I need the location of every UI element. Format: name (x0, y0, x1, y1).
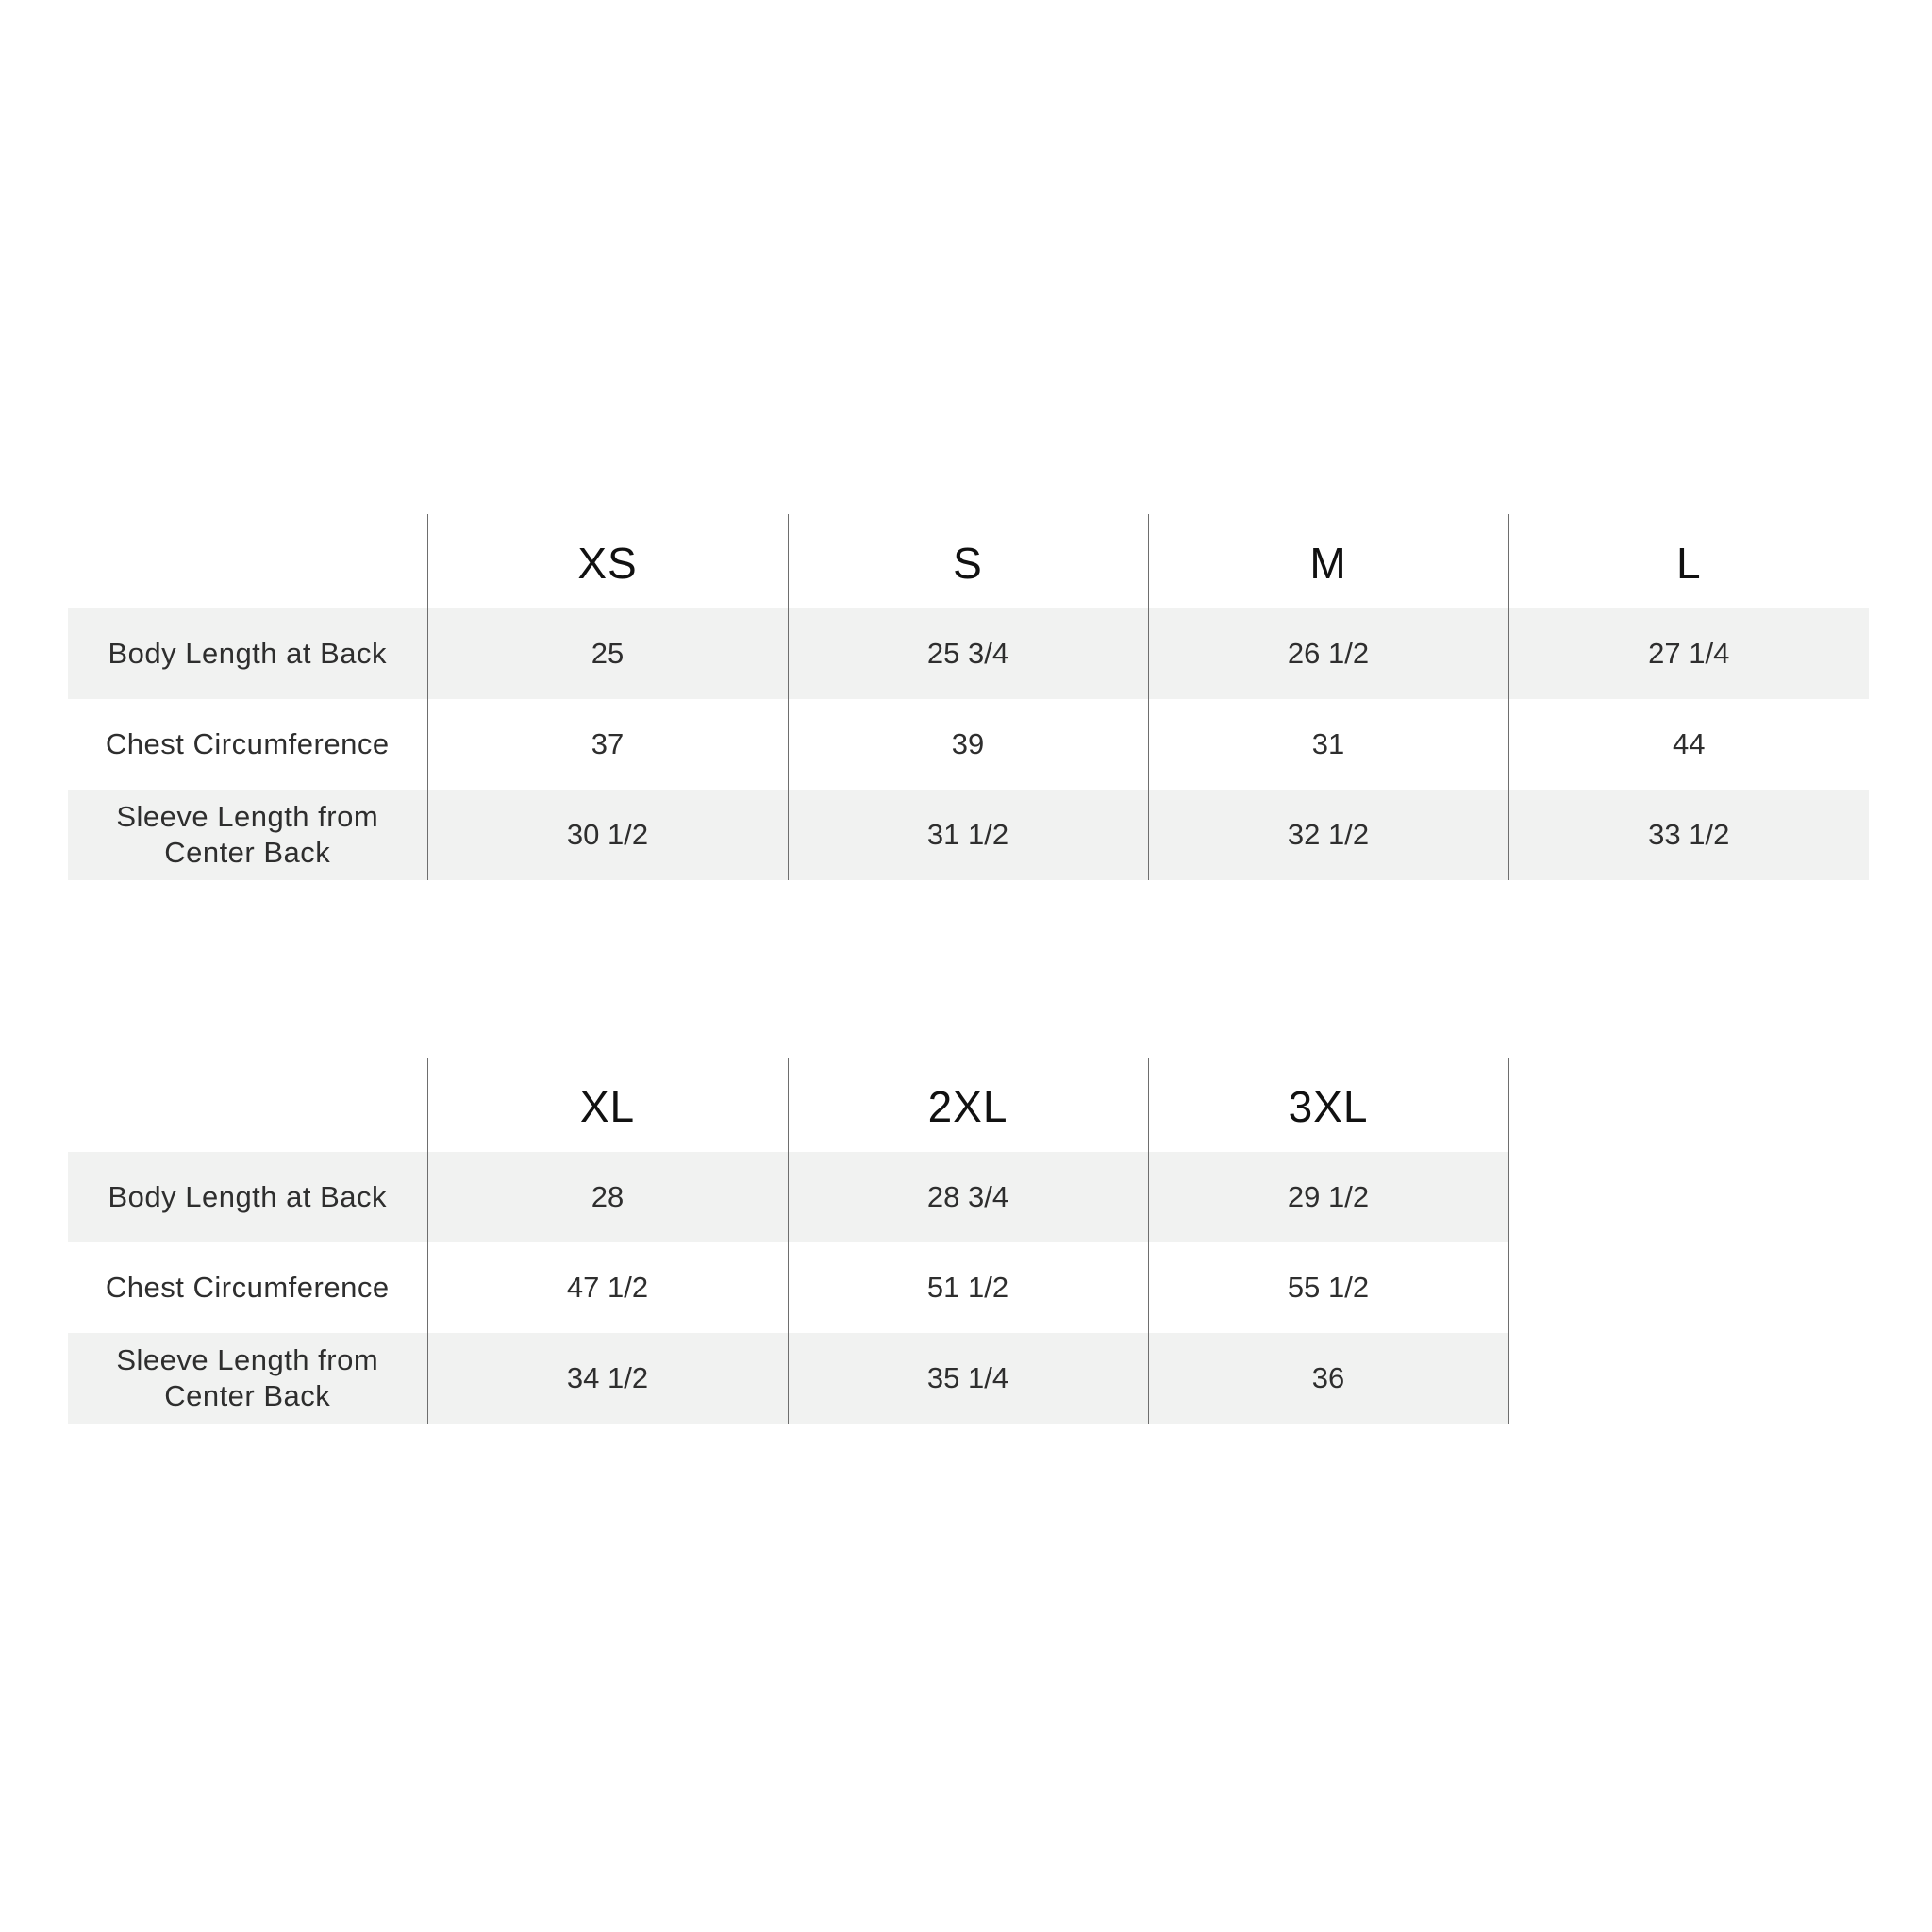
table-cell: 31 (1148, 699, 1508, 790)
table-cell: 44 (1508, 699, 1869, 790)
table-row (68, 608, 1869, 699)
size-header-xl: XL (427, 1058, 788, 1152)
table-cell: 32 1/2 (1148, 790, 1508, 880)
table-cell: 28 3/4 (788, 1152, 1148, 1242)
table-cell: 25 (427, 608, 788, 699)
table-cell: 33 1/2 (1508, 790, 1869, 880)
table-cell: 29 1/2 (1148, 1152, 1508, 1242)
size-header-xs: XS (427, 514, 788, 608)
size-header-l: L (1508, 514, 1869, 608)
table-row (68, 1242, 1508, 1333)
table-cell: 30 1/2 (427, 790, 788, 880)
row-label-sleeve-length: Sleeve Length from Center Back (68, 1333, 427, 1424)
table-cell: 37 (427, 699, 788, 790)
table-row (68, 1333, 1508, 1424)
row-label-chest: Chest Circumference (68, 1242, 427, 1333)
table-cell: 27 1/4 (1508, 608, 1869, 699)
row-label-body-length: Body Length at Back (68, 1152, 427, 1242)
size-chart-table-2 (68, 1058, 1509, 1424)
header-corner (68, 1058, 427, 1152)
table-cell: 26 1/2 (1148, 608, 1508, 699)
size-header-row (68, 1058, 1508, 1152)
header-corner (68, 514, 427, 608)
table-cell: 39 (788, 699, 1148, 790)
size-header-3xl: 3XL (1148, 1058, 1508, 1152)
table-cell: 31 1/2 (788, 790, 1148, 880)
table-row (68, 699, 1869, 790)
row-label-body-length: Body Length at Back (68, 608, 427, 699)
table-row (68, 790, 1869, 880)
table-cell: 47 1/2 (427, 1242, 788, 1333)
table-cell: 28 (427, 1152, 788, 1242)
table-cell: 25 3/4 (788, 608, 1148, 699)
row-label-sleeve-length: Sleeve Length from Center Back (68, 790, 427, 880)
size-header-m: M (1148, 514, 1508, 608)
size-chart-table-1 (68, 514, 1869, 880)
size-header-2xl: 2XL (788, 1058, 1148, 1152)
table-cell: 51 1/2 (788, 1242, 1148, 1333)
size-header-s: S (788, 514, 1148, 608)
row-label-chest: Chest Circumference (68, 699, 427, 790)
table-cell: 35 1/4 (788, 1333, 1148, 1424)
table-cell: 34 1/2 (427, 1333, 788, 1424)
size-header-row (68, 514, 1869, 608)
table-row (68, 1152, 1508, 1242)
table-cell: 36 (1148, 1333, 1508, 1424)
table-cell: 55 1/2 (1148, 1242, 1508, 1333)
